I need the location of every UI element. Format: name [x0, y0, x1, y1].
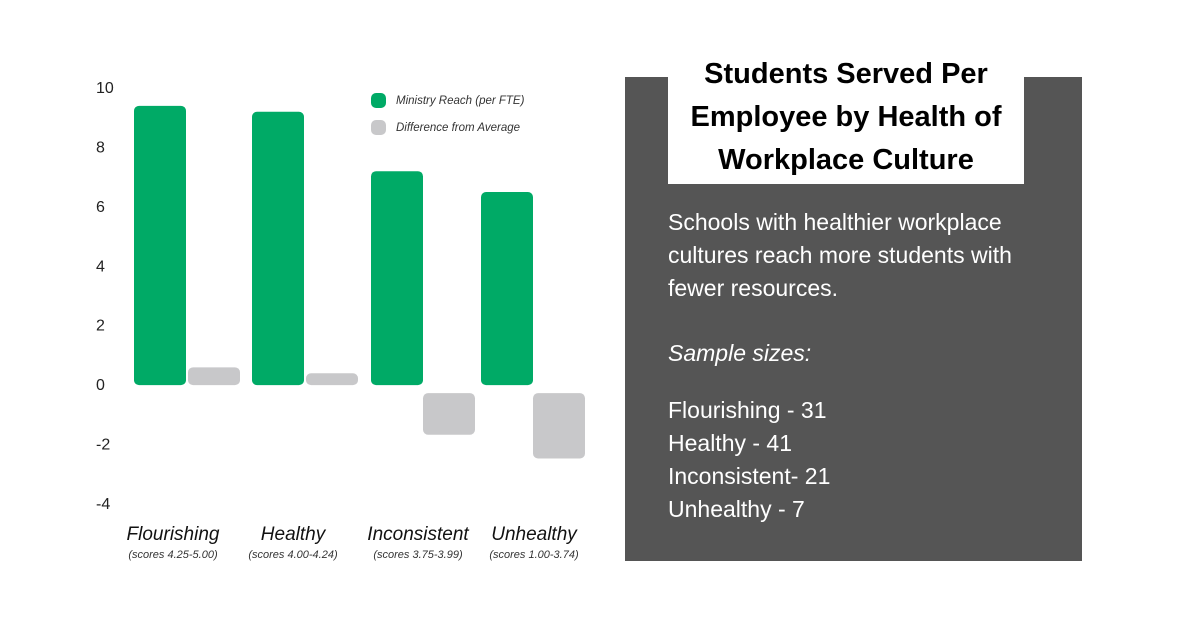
title-box: [668, 50, 1024, 184]
legend-label-difference-from-average: Difference from Average: [396, 122, 521, 134]
sample-item-healthy: Healthy - 41: [668, 430, 793, 456]
category-label-healthy: Healthy: [260, 524, 326, 545]
y-tick-label: 8: [96, 139, 105, 157]
y-tick-label: -2: [96, 436, 111, 454]
bar-difference-flourishing: [188, 367, 240, 385]
sample-sizes-list: [668, 394, 1058, 526]
page-title: Students Served Per Employee by Health of Workplace Culture: [690, 57, 1002, 176]
category-label-flourishing: Flourishing: [126, 524, 220, 545]
sample-item-unhealthy: Unhealthy - 7: [668, 496, 805, 522]
y-tick-label: 2: [96, 317, 105, 335]
legend-label-ministry-reach-per-fte-: Ministry Reach (per FTE): [396, 95, 525, 107]
bar-difference-healthy: [306, 373, 358, 385]
y-tick-label: -4: [96, 496, 111, 513]
category-subtitle-unhealthy: (scores 1.00-3.74): [489, 549, 579, 561]
sample-item-inconsistent: Inconsistent- 21: [668, 463, 831, 489]
sample-sizes-heading: Sample sizes:: [668, 340, 812, 366]
y-tick-label: 10: [96, 80, 114, 97]
bar-reach-unhealthy: [481, 192, 533, 385]
sample-item-flourishing: Flourishing - 31: [668, 397, 827, 423]
category-subtitle-inconsistent: (scores 3.75-3.99): [373, 549, 463, 561]
y-tick-label: 4: [96, 258, 105, 276]
category-subtitle-flourishing: (scores 4.25-5.00): [128, 549, 218, 561]
bar-difference-inconsistent: [423, 393, 475, 435]
y-tick-label: 6: [96, 198, 105, 216]
category-label-unhealthy: Unhealthy: [491, 524, 577, 545]
panel-body: [668, 206, 1058, 526]
panel-description: Schools with healthier workplace cultures reach more students with fewer resources.: [668, 209, 1012, 301]
y-tick-label: 0: [96, 377, 105, 395]
bar-reach-inconsistent: [371, 171, 423, 385]
bar-reach-healthy: [252, 112, 304, 385]
bar-reach-flourishing: [134, 106, 186, 385]
legend-swatch-ministry-reach-per-fte-: [371, 93, 386, 108]
category-subtitle-healthy: (scores 4.00-4.24): [248, 549, 338, 561]
legend-swatch-difference-from-average: [371, 120, 386, 135]
bar-difference-unhealthy: [533, 393, 585, 458]
category-label-inconsistent: Inconsistent: [367, 524, 469, 545]
